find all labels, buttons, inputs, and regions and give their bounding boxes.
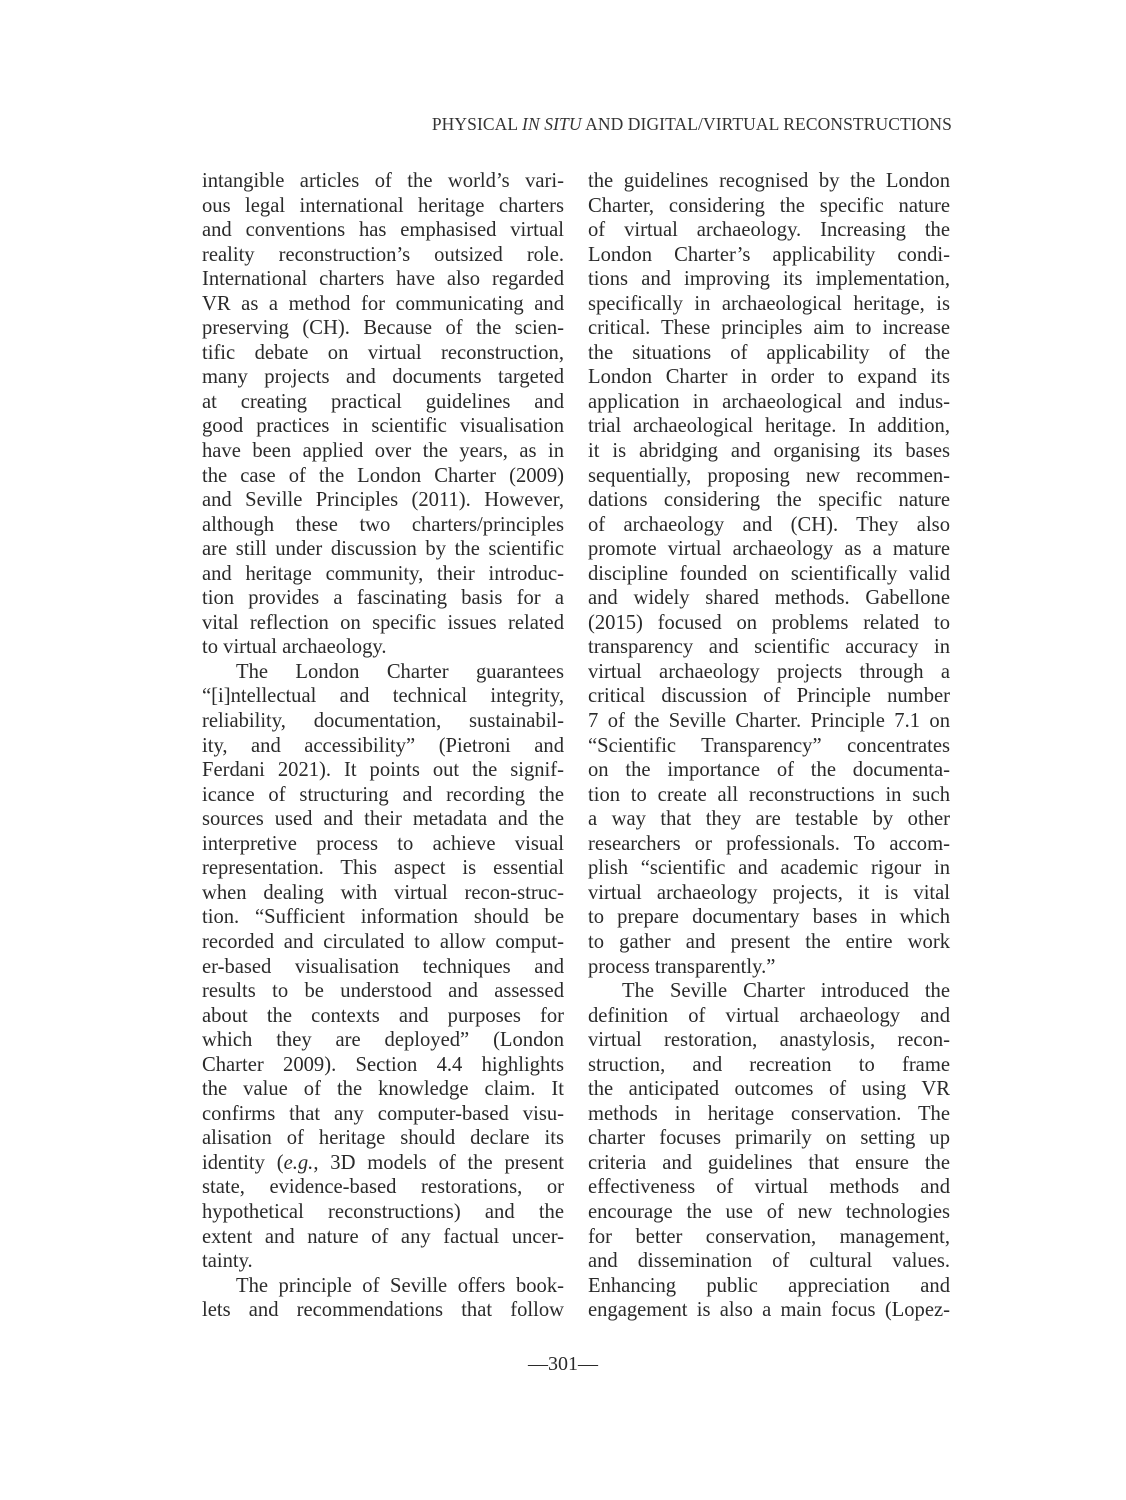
text-line: promote virtual archaeology as a mature: [588, 538, 950, 561]
text-line: encourage the use of new technologies: [588, 1200, 950, 1223]
text-line: VR as a method for communicating and: [202, 292, 564, 315]
text-line: er-based visualisation techniques and: [202, 955, 564, 978]
text-line: have been applied over the years, as in: [202, 440, 564, 463]
text-line: are still under discussion by the scientific: [202, 538, 564, 561]
text-line: Charter 2009). Section 4.4 highlights: [202, 1053, 564, 1076]
text-line: application in archaeological and indus-: [588, 390, 950, 413]
text-line: virtual archaeology projects through a: [588, 660, 950, 683]
text-line: the value of the knowledge claim. It: [202, 1078, 564, 1101]
text-line: reliability, documentation, sustainabil-: [202, 710, 564, 733]
text-line: and dissemination of cultural values.: [588, 1250, 950, 1273]
text-line: International charters have also regarded: [202, 268, 564, 291]
text-line: hypothetical reconstructions) and the: [202, 1200, 564, 1223]
text-line: critical. These principles aim to increase: [588, 317, 950, 340]
text-line: intangible articles of the world’s vari-: [202, 170, 564, 192]
text-line: lets and recommendations that follow: [202, 1299, 564, 1322]
text-line: and conventions has emphasised virtual: [202, 219, 564, 242]
text-line: the case of the London Charter (2009): [202, 464, 564, 487]
text-line: virtual restoration, anastylosis, recon-: [588, 1029, 950, 1052]
text-line: of virtual archaeology. Increasing the: [588, 219, 950, 242]
text-line: of archaeology and (CH). They also: [588, 513, 950, 536]
text-segment: , 3D models of the present: [313, 1151, 564, 1174]
text-line: many projects and documents targeted: [202, 366, 564, 389]
text-line: to virtual archaeology.: [202, 636, 387, 659]
text-line: criteria and guidelines that ensure the: [588, 1151, 950, 1174]
text-line: preserving (CH). Because of the scien-: [202, 317, 564, 340]
text-line: tion provides a fascinating basis for a: [202, 587, 564, 610]
text-line: alisation of heritage should declare its: [202, 1127, 564, 1150]
text-line: reality reconstruction’s outsized role.: [202, 243, 564, 266]
text-line: the situations of applicability of the: [588, 341, 950, 364]
running-header-part1: PHYSICAL: [431, 114, 523, 134]
text-line: [202, 1151, 564, 1176]
text-line: effectiveness of virtual methods and: [588, 1176, 950, 1199]
text-line: good practices in scientific visualisation: [202, 415, 564, 438]
text-segment: identity (: [202, 1151, 284, 1174]
text-line: representation. This aspect is essential: [202, 857, 564, 880]
text-line: and heritage community, their introduc-: [202, 562, 564, 585]
text-line: “Scientific Transparency” concentrates: [588, 734, 950, 757]
text-line: Charter, considering the specific nature: [588, 194, 950, 217]
text-line: although these two charters/principles: [202, 513, 564, 536]
text-line: Enhancing public appreciation and: [588, 1274, 950, 1297]
text-line: tion. “Sufficient information should be: [202, 906, 564, 929]
text-line: tion to create all reconstructions in such: [588, 783, 950, 806]
text-line: and Seville Principles (2011). However,: [202, 489, 564, 512]
text-line: extent and nature of any factual uncer-: [202, 1225, 564, 1248]
text-line: about the contexts and purposes for: [202, 1004, 564, 1027]
text-line: Ferdani 2021). It points out the signif-: [202, 759, 564, 782]
text-line: charter focuses primarily on setting up: [588, 1127, 950, 1150]
text-line: when dealing with virtual recon-struc-: [202, 881, 564, 904]
running-header-italic: IN SITU: [522, 114, 582, 134]
text-line: to gather and present the entire work: [588, 930, 950, 953]
text-line: struction, and recreation to frame: [588, 1053, 950, 1076]
text-line: a way that they are testable by other: [588, 808, 950, 831]
text-line: icance of structuring and recording the: [202, 783, 564, 806]
text-line: to prepare documentary bases in which: [588, 906, 950, 929]
text-line: tainty.: [202, 1250, 253, 1273]
text-line: engagement is also a main focus (Lopez-: [588, 1299, 950, 1322]
text-line: it is abridging and organising its bases: [588, 440, 950, 463]
text-line: critical discussion of Principle number: [588, 685, 950, 708]
text-line: for better conservation, management,: [588, 1225, 950, 1248]
text-line: state, evidence-based restorations, or: [202, 1176, 564, 1199]
text-line: The London Charter guarantees: [236, 660, 564, 683]
text-line: plish “scientific and academic rigour in: [588, 857, 950, 880]
text-line: tific debate on virtual reconstruction,: [202, 341, 564, 364]
text-line: vital reflection on specific issues related: [202, 611, 564, 634]
text-line: The principle of Seville offers book-: [236, 1274, 564, 1297]
text-line: the guidelines recognised by the London: [588, 170, 950, 192]
text-line: researchers or professionals. To accom-: [588, 832, 950, 855]
text-line: specifically in archaeological heritage, is: [588, 292, 950, 315]
text-line: dations considering the specific nature: [588, 489, 950, 512]
italic-abbreviation: e.g.: [283, 1151, 314, 1174]
right-text-column: [588, 169, 950, 1323]
text-line: process transparently.”: [588, 955, 776, 978]
text-line: definition of virtual archaeology and: [588, 1004, 950, 1027]
text-line: tions and improving its implementation,: [588, 268, 950, 291]
text-line: recorded and circulated to allow comput-: [202, 930, 564, 953]
running-header: [432, 114, 952, 135]
text-line: The Seville Charter introduced the: [622, 980, 950, 1003]
text-line: on the importance of the documenta-: [588, 759, 950, 782]
page-number: —301—: [528, 1353, 598, 1375]
text-line: methods in heritage conservation. The: [588, 1102, 950, 1125]
text-line: virtual archaeology projects, it is vital: [588, 881, 950, 904]
text-line: London Charter in order to expand its: [588, 366, 950, 389]
text-line: ity, and accessibility” (Pietroni and: [202, 734, 564, 757]
text-line: transparency and scientific accuracy in: [588, 636, 950, 659]
text-line: which they are deployed” (London: [202, 1029, 564, 1052]
text-line: sequentially, proposing new recommen-: [588, 464, 950, 487]
text-line: 7 of the Seville Charter. Principle 7.1 on: [588, 710, 950, 733]
text-line: and widely shared methods. Gabellone: [588, 587, 950, 610]
text-line: (2015) focused on problems related to: [588, 611, 950, 634]
text-line: at creating practical guidelines and: [202, 390, 564, 413]
text-line: confirms that any computer-based visu-: [202, 1102, 564, 1125]
text-line: trial archaeological heritage. In addition,: [588, 415, 950, 438]
text-line: sources used and their metadata and the: [202, 808, 564, 831]
left-text-column: [202, 169, 564, 1323]
text-line: interpretive process to achieve visual: [202, 832, 564, 855]
text-line: discipline founded on scientifically valid: [588, 562, 950, 585]
text-line: results to be understood and assessed: [202, 980, 564, 1003]
text-line: ous legal international heritage charters: [202, 194, 564, 217]
running-header-part2: AND DIGITAL/VIRTUAL RECONSTRUCTIONS: [581, 114, 952, 134]
text-line: London Charter’s applicability condi-: [588, 243, 950, 266]
text-line: “[i]ntellectual and technical integrity,: [202, 685, 564, 708]
text-line: the anticipated outcomes of using VR: [588, 1078, 950, 1101]
